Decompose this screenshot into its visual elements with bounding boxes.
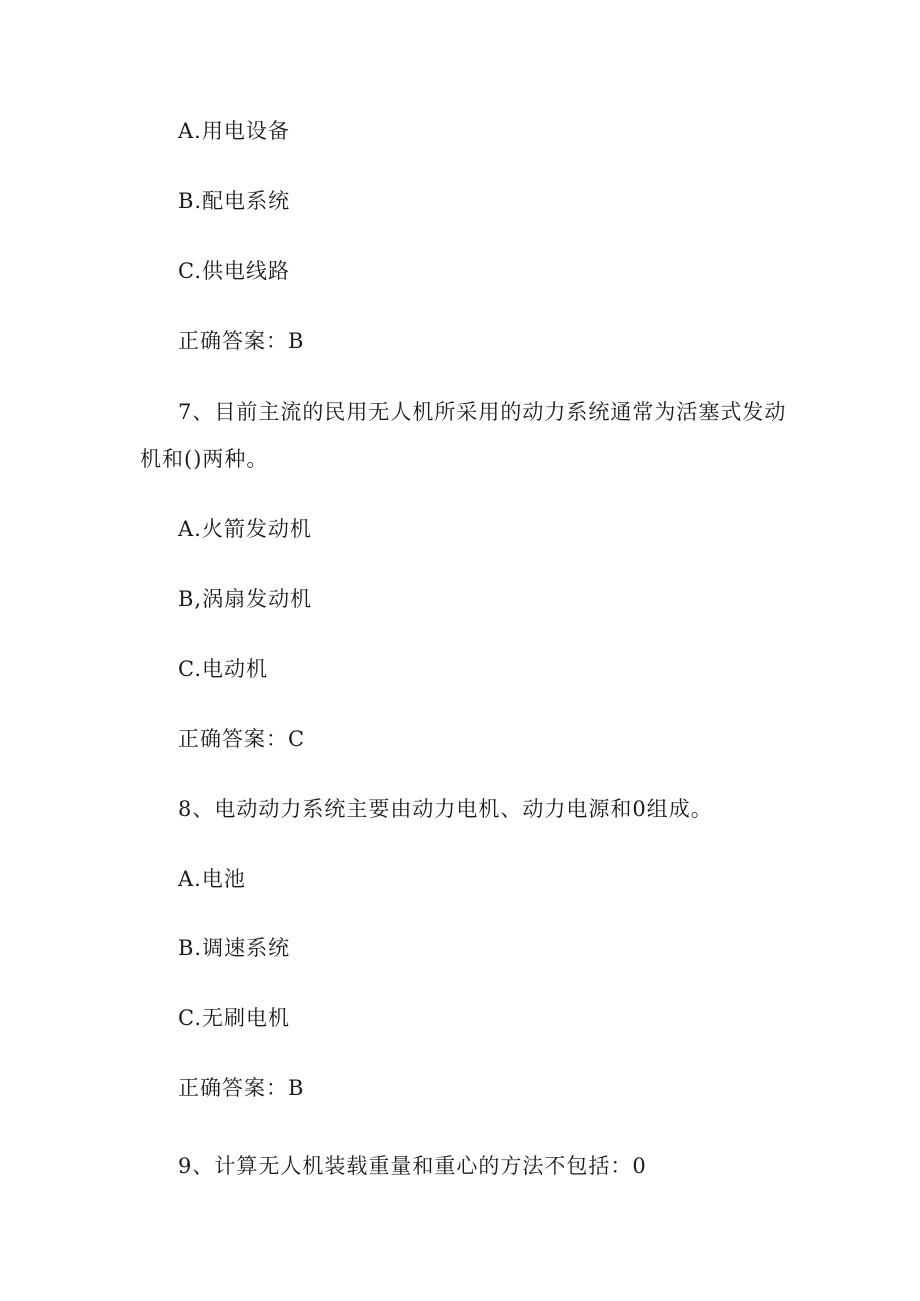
q9-stem: 9、计算无人机装载重量和重心的方法不包括：0 (178, 1154, 647, 1178)
q8-answer: 正确答案：B (178, 1076, 305, 1100)
q6-option-c: C.供电线路 (178, 259, 290, 283)
q7-stem-line2: 机和()两种。 (140, 447, 269, 471)
q7-option-b: B,涡扇发动机 (178, 587, 313, 611)
q7-stem-line1: 7、目前主流的民用无人机所采用的动力系统通常为活塞式发动 (178, 400, 787, 424)
q6-option-b: B.配电系统 (178, 189, 291, 213)
q8-option-c: C.无刷电机 (178, 1006, 290, 1030)
q8-option-b: B.调速系统 (178, 936, 291, 960)
q7-answer: 正确答案：C (178, 727, 306, 751)
q8-stem: 8、电动动力系统主要由动力电机、动力电源和0组成。 (178, 797, 713, 821)
q8-option-a: A.电池 (178, 867, 246, 891)
q7-option-a: A.火箭发动机 (178, 517, 312, 541)
q6-answer: 正确答案：B (178, 329, 305, 353)
q7-option-c: C.电动机 (178, 657, 268, 681)
q6-option-a: A.用电设备 (178, 119, 290, 143)
